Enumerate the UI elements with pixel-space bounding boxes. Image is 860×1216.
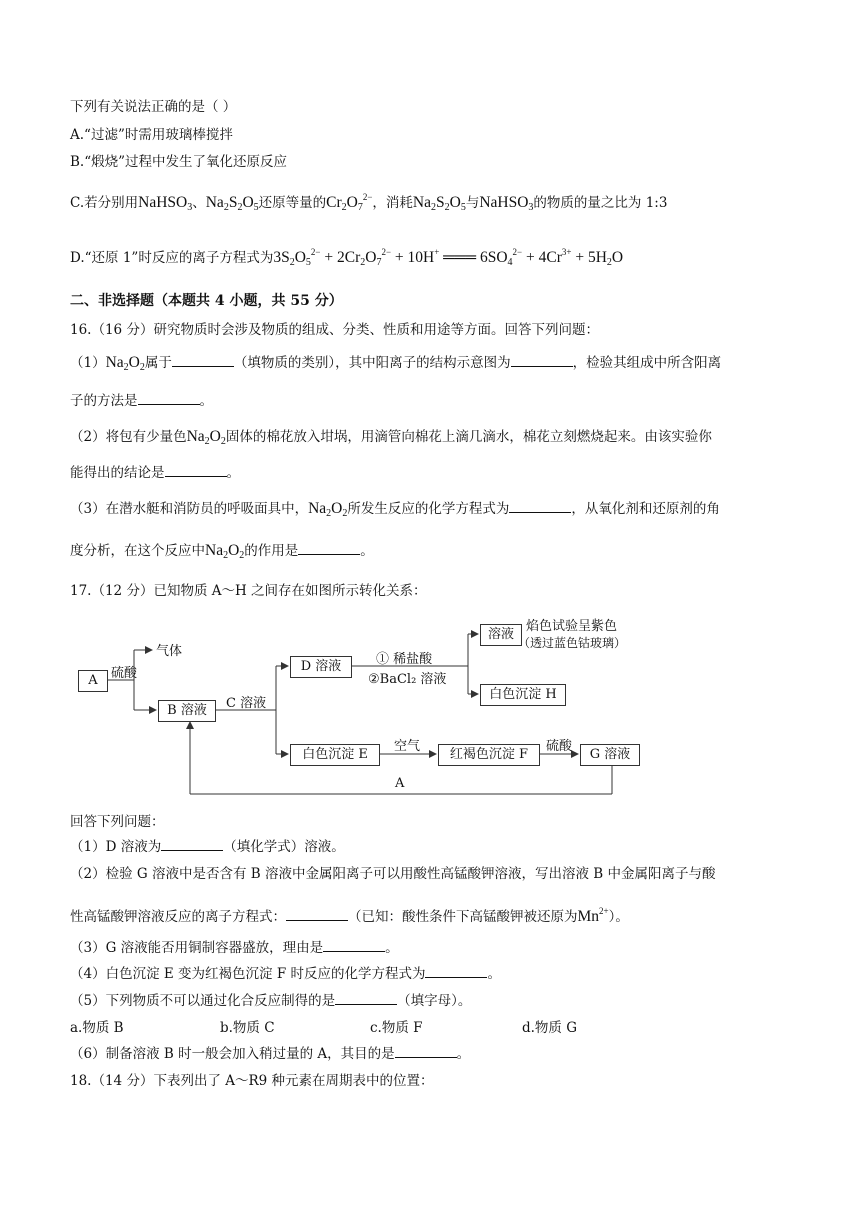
answer-blank[interactable] [509, 500, 571, 513]
label-sulfuric-acid-2: 硫酸 [546, 739, 573, 754]
node-red-brown-precipitate-f: 红褐色沉淀 F [438, 744, 540, 766]
label-bacl2: ②BaCl₂ 溶液 [368, 672, 447, 687]
label-air: 空气 [394, 739, 421, 754]
label-dilute-hcl: ① 稀盐酸 [376, 652, 433, 667]
label-cobalt-glass: （透过蓝色钴玻璃） [518, 636, 627, 650]
answer-blank[interactable] [298, 542, 360, 555]
answer-blank[interactable] [335, 992, 397, 1005]
q17-sub-5: （5）下列物质不可以通过化合反应制得的是 （填字母）。 [70, 993, 472, 1009]
q16-part-1-line-2: 子的方法是 。 [70, 393, 213, 409]
option-b: b.物质 C [220, 1020, 275, 1036]
q17-intro: 17.（12 分）已知物质 A～H 之间存在如图所示转化关系： [70, 583, 427, 599]
label-a-return: A [395, 776, 405, 791]
q17-answer-intro: 回答下列问题： [70, 814, 165, 830]
answer-blank[interactable] [138, 392, 200, 405]
section-2-title: 二、非选择题（本题共 4 小题，共 55 分） [70, 293, 343, 309]
q16-part-2-line-2: 能得出的结论是 。 [70, 465, 240, 481]
node-white-precipitate-h: 白色沉淀 H [480, 684, 566, 706]
q16-intro: 16.（16 分）研究物质时会涉及物质的组成、分类、性质和用途等方面。回答下列问题： [70, 322, 599, 338]
answer-blank[interactable] [395, 1045, 457, 1058]
q17-sub-5-options [70, 1019, 577, 1037]
q15-option-c: C.若分别用NaHSO$_3$、$Na_2S_2O_5$还原等量的$Cr_2O_7^{2-}$，消耗$Na_2S_2O_5$与NaHSO$_3$的物质的量之比为 1:3 [70, 192, 668, 213]
answer-blank[interactable] [161, 838, 223, 851]
q17-sub-4: （4）白色沉淀 E 变为红褐色沉淀 F 时反应的化学方程式为 。 [70, 966, 501, 982]
q15-option-d: D.“还原 1”时反应的离子方程式为$3S_2O_5^{2-} + 2Cr_2O_7^{2-} + 10H^+$ ═══ $6SO_4^{2-} + 4Cr^{3+} + 5H_2O$ [70, 247, 624, 268]
q16-part-2-line-1: （2）将包有少量色$Na_2O_2$固体的棉花放入坩埚，用滴管向棉花上滴几滴水，棉花立刻燃烧起来。由该实验你 [70, 428, 712, 447]
node-white-precipitate-e: 白色沉淀 E [290, 744, 380, 766]
option-d: d.物质 G [522, 1020, 578, 1036]
option-c: c.物质 F [370, 1020, 423, 1036]
node-g-solution: G 溶液 [580, 744, 640, 766]
answer-blank[interactable] [172, 354, 234, 367]
answer-blank[interactable] [165, 464, 227, 477]
q16-part-1-line-1: $(1)Na_2O_2$属于 （填物质的类别），其中阳离子的结构示意图为 ，检验其组成中所含阳离 [70, 354, 722, 373]
q18-intro: 18.（14 分）下表列出了 A～R9 种元素在周期表中的位置： [70, 1073, 434, 1089]
q17-sub-1: （1）D 溶液为 （填化学式）溶液。 [70, 839, 345, 855]
node-d-solution: D 溶液 [290, 656, 352, 678]
node-a: A [78, 670, 108, 692]
node-solution: 溶液 [480, 624, 522, 646]
label-flame-purple: 焰色试验呈紫色 [526, 619, 618, 634]
q15-stem: 下列有关说法正确的是（ ） [70, 99, 237, 115]
answer-blank[interactable] [511, 354, 573, 367]
q17-sub-2-line-2: 性高锰酸钾溶液反应的离子方程式： （已知：酸性条件下高锰酸钾被还原为$Mn^{2+}$）。 [70, 906, 629, 925]
q16-part-3-line-1: （3）在潜水艇和消防员的呼吸面具中，$Na_2O_2$所发生反应的化学方程式为 ，从氧化剂和还原剂的角 [70, 500, 720, 519]
q17-sub-2-line-1: （2）检验 G 溶液中是否含有 B 溶液中金属阳离子可以用酸性高锰酸钾溶液，写出溶液 B 中金属阳离子与酸 [70, 866, 716, 882]
node-b-solution: B 溶液 [158, 700, 216, 722]
answer-blank[interactable] [286, 908, 348, 921]
label-gas: 气体 [156, 644, 183, 659]
q15-option-b: B.“煅烧”过程中发生了氧化还原反应 [70, 154, 288, 170]
q17-sub-6: （6）制备溶液 B 时一般会加入稍过量的 A，其目的是 。 [70, 1046, 471, 1062]
label-c-solution: C 溶液 [226, 696, 267, 711]
conversion-flowchart [70, 612, 670, 802]
option-a: a.物质 B [70, 1020, 124, 1036]
q17-sub-3: （3）G 溶液能否用铜制容器盛放，理由是 。 [70, 940, 399, 956]
answer-blank[interactable] [425, 965, 487, 978]
q15-option-a: A.“过滤”时需用玻璃棒搅拌 [70, 127, 233, 143]
answer-blank[interactable] [323, 939, 385, 952]
q16-part-3-line-2: 度分析，在这个反应中$Na_2O_2$的作用是 。 [70, 542, 374, 561]
label-sulfuric-acid-1: 硫酸 [111, 666, 138, 681]
